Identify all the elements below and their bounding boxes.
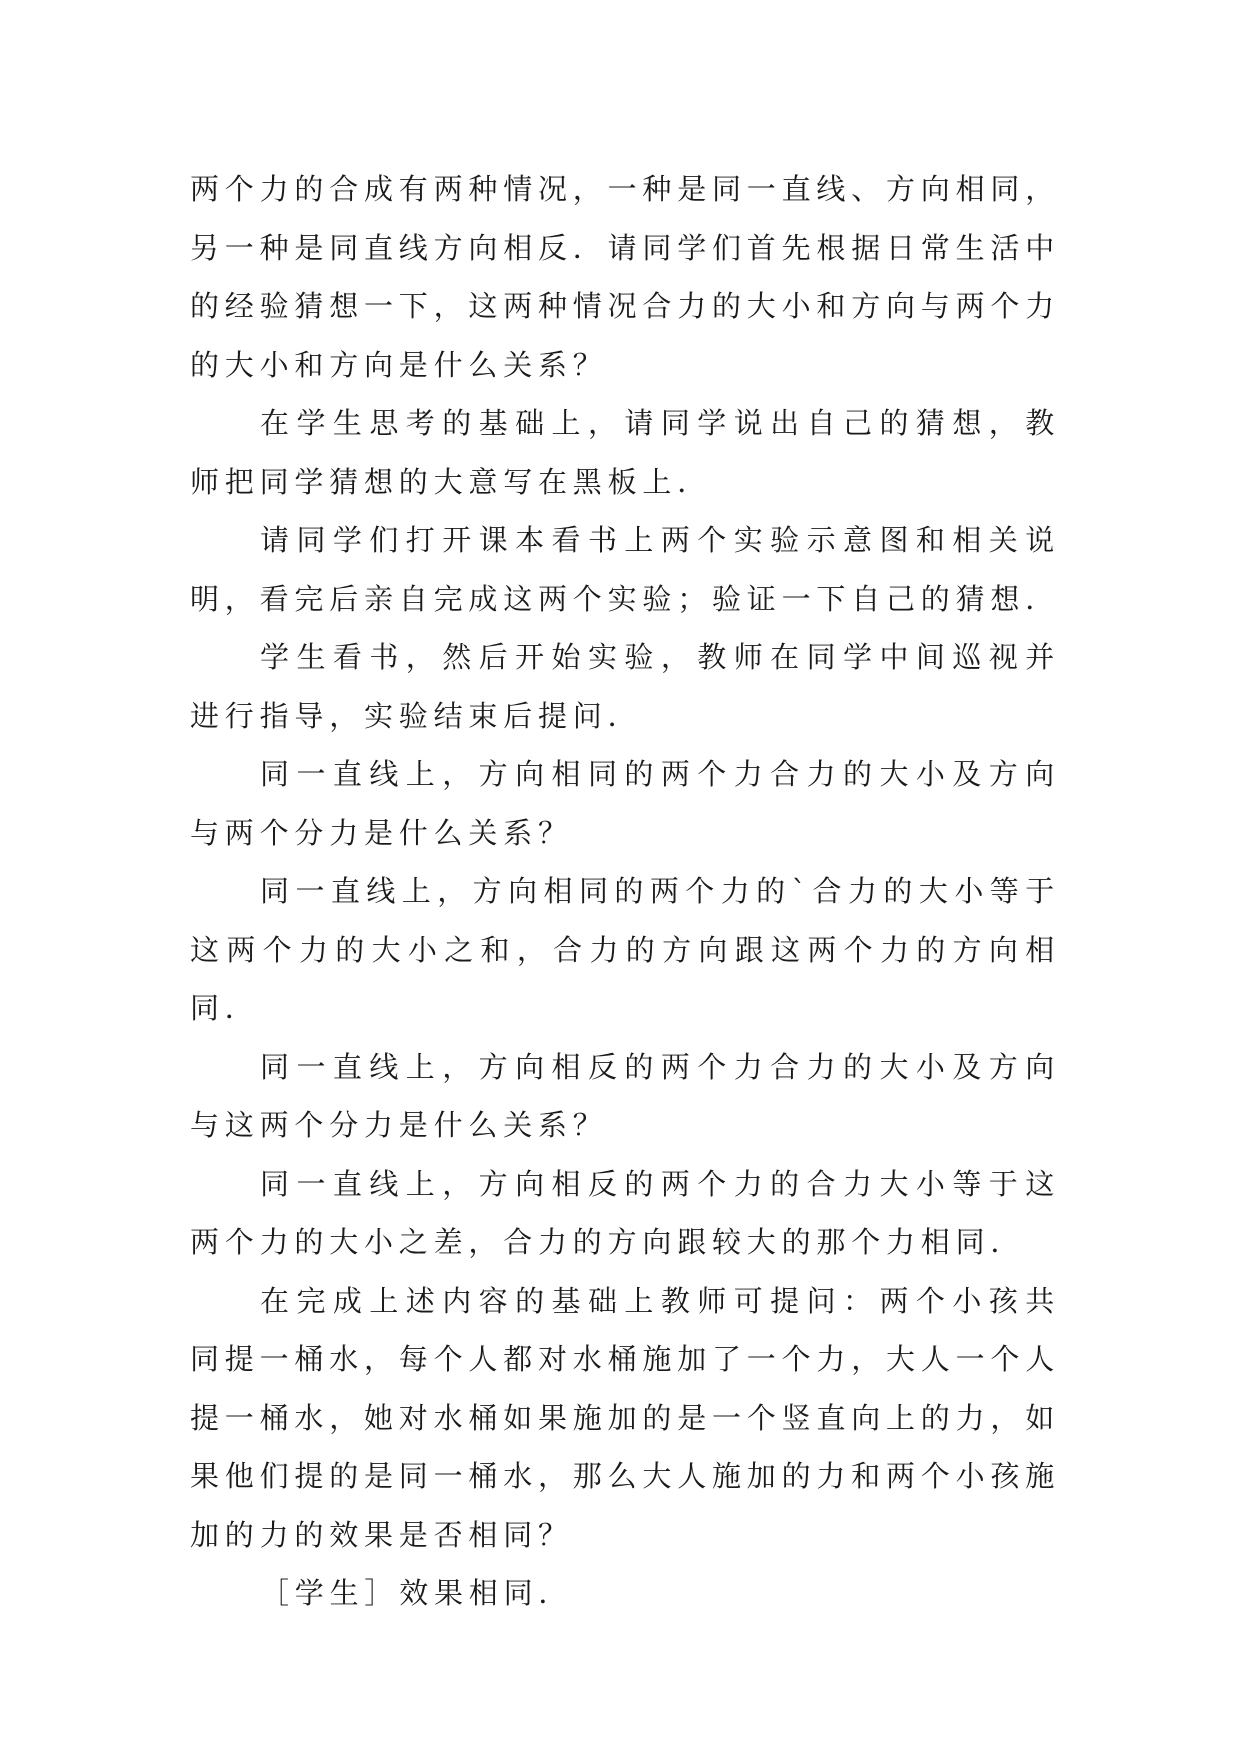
- paragraph-4: 学生看书，然后开始实验，教师在同学中间巡视并进行指导，实验结束后提问．: [190, 640, 1060, 733]
- paragraph-6: 同一直线上，方向相同的两个力的`合力的大小等于这两个力的大小之和，合力的方向跟这两个力的方向相同．: [190, 874, 1060, 1025]
- paragraph-3: 请同学们打开课本看书上两个实验示意图和相关说明，看完后亲自完成这两个实验；验证一下自己的猜想．: [190, 523, 1061, 616]
- paragraph-2: 在学生思考的基础上，请同学说出自己的猜想，教师把同学猜想的大意写在黑板上．: [190, 406, 1060, 499]
- paragraph-9: 在完成上述内容的基础上教师可提问：两个小孩共同提一桶水，每个人都对水桶施加了一个力，大人一个人提一桶水，她对水桶如果施加的是一个竖直向上的力，如果他们提的是同一桶水，那么大人施加的力和两个小孩施加的力的效果是否相同？: [190, 1283, 1061, 1552]
- paragraph-1: 两个力的合成有两种情况，一种是同一直线、方向相同，另一种是同直线方向相反．请同学们首先根据日常生活中的经验猜想一下，这两种情况合力的大小和方向与两个力的大小和方向是什么关系？: [190, 172, 1061, 382]
- document-body: [190, 160, 1060, 1623]
- paragraph-8: 同一直线上，方向相反的两个力的合力大小等于这两个力的大小之差，合力的方向跟较大的那个力相同．: [190, 1166, 1060, 1259]
- paragraph-5: 同一直线上，方向相同的两个力合力的大小及方向与两个分力是什么关系？: [190, 757, 1060, 850]
- paragraph-10: ［学生］效果相同．: [260, 1576, 574, 1610]
- paragraph-7: 同一直线上，方向相反的两个力合力的大小及方向与这两个分力是什么关系？: [190, 1049, 1060, 1142]
